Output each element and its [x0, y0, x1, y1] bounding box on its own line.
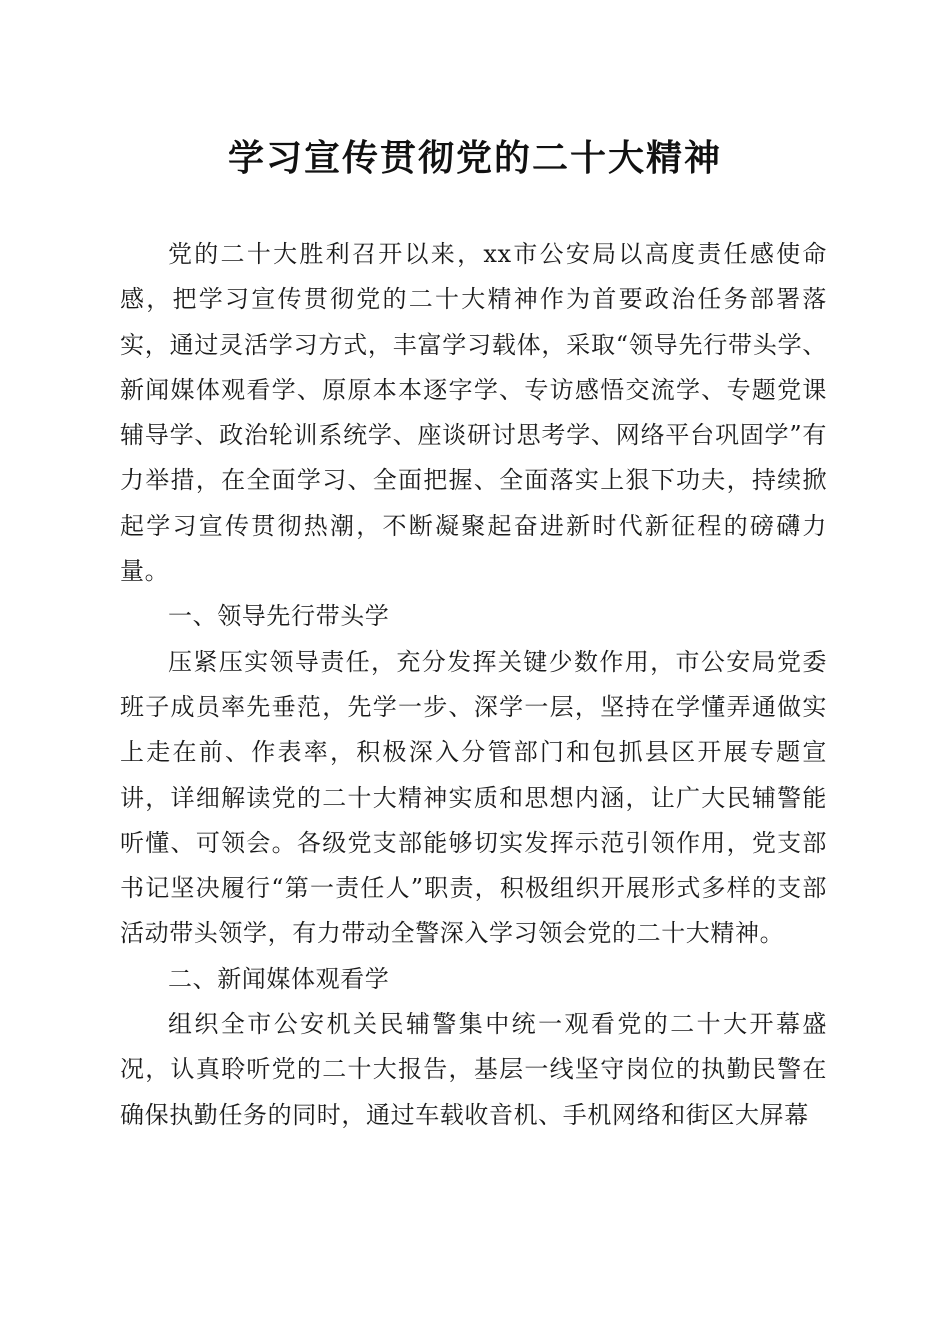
- document-body: [120, 232, 827, 1138]
- document-title: 学习宣传贯彻党的二十大精神: [227, 137, 722, 179]
- section-heading-1: 一、领导先行带头学: [168, 602, 390, 631]
- intro-paragraph: 党的二十大胜利召开以来，xx市公安局以高度责任感使命感，把学习宣传贯彻党的二十大精神作为首要政治任务部署落实，通过灵活学习方式，丰富学习载体，采取“领导先行带头学、新闻媒体观看学、原原本本逐字学、专访感悟交流学、专题党课辅导学、政治轮训系统学、座谈研讨思考学、网络平台巩固学”有力举措，在全面学习、全面把握、全面落实上狠下功夫，持续掀起学习宣传贯彻热潮，不断凝聚起奋进新时代新征程的磅礴力量。: [120, 240, 827, 586]
- section-heading-2: 二、新闻媒体观看学: [168, 964, 390, 993]
- section-paragraph-1: 压紧压实领导责任，充分发挥关键少数作用，市公安局党委班子成员率先垂范，先学一步、深学一层，坚持在学懂弄通做实上走在前、作表率，积极深入分管部门和包抓县区开展专题宣讲，详细解读党的二十大精神实质和思想内涵，让广大民辅警能听懂、可领会。各级党支部能够切实发挥示范引领作用，党支部书记坚决履行“第一责任人”职责，积极组织开展形式多样的支部活动带头领学，有力带动全警深入学习领会党的二十大精神。: [120, 647, 827, 948]
- section-paragraph-2: 组织全市公安机关民辅警集中统一观看党的二十大开幕盛况，认真聆听党的二十大报告，基层一线坚守岗位的执勤民警在确保执勤任务的同时，通过车载收音机、手机网络和街区大屏幕: [120, 1010, 827, 1129]
